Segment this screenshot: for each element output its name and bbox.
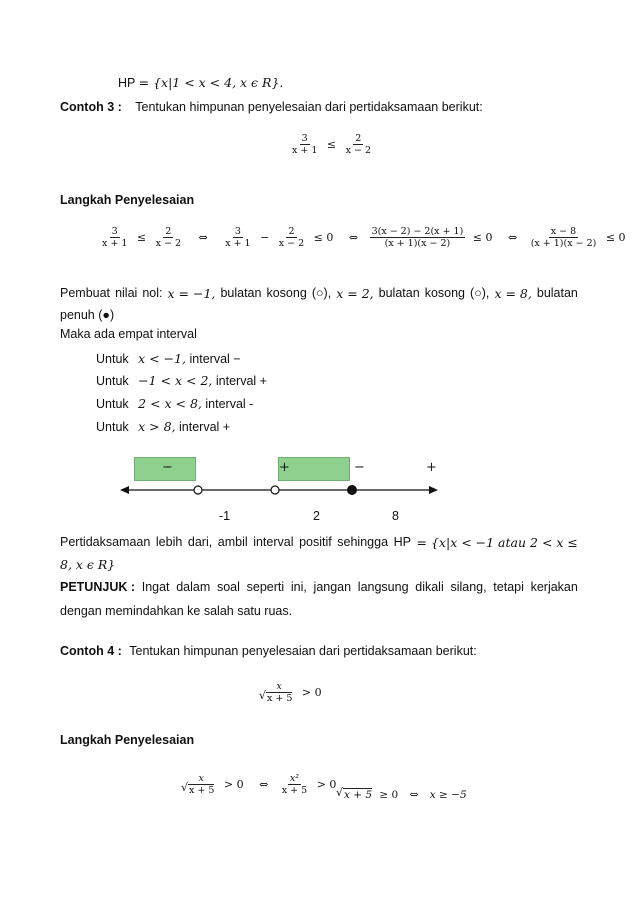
petunjuk-label: PETUNJUK : bbox=[60, 580, 136, 594]
interval-2 bbox=[96, 373, 267, 388]
word: kosong bbox=[266, 286, 307, 300]
fraction: x √ x + 5 bbox=[264, 681, 294, 704]
gt-zero: > 0 bbox=[316, 778, 337, 791]
word: seperti bbox=[246, 580, 285, 594]
interval-lead: Untuk bbox=[96, 397, 129, 411]
iff-arrow: ⇔ bbox=[409, 789, 419, 801]
open-point-minus1 bbox=[194, 486, 202, 494]
conclusion-line1 bbox=[60, 535, 578, 550]
sqrt-condition bbox=[343, 789, 467, 801]
word: interval bbox=[253, 535, 294, 549]
word: sehingga bbox=[337, 535, 389, 549]
contoh3-inequality bbox=[290, 133, 373, 156]
fraction: $\frac{2}{x - 2}$ bbox=[155, 226, 181, 249]
fraction: $\frac{3(x - 2) - 2(x + 1)}{(x + 1)(x - 2)}$ bbox=[371, 226, 464, 249]
word: silang, bbox=[450, 580, 487, 594]
interval-condition: −1 < x < 2, bbox=[138, 373, 213, 388]
word: jangan bbox=[313, 580, 352, 594]
word: Pembuat bbox=[60, 286, 111, 300]
word: bulatan bbox=[378, 286, 420, 300]
interval-sign: interval − bbox=[189, 352, 241, 366]
iff-arrow: ⇔ bbox=[348, 231, 359, 244]
iff-arrow: ⇔ bbox=[507, 231, 518, 244]
result-condition: x ≥ −5 bbox=[429, 789, 467, 801]
conclusion-line2: 8, x ϵ R} bbox=[60, 557, 116, 572]
hp-line bbox=[118, 75, 283, 90]
sign-1: − bbox=[162, 460, 173, 475]
word: positif bbox=[299, 535, 332, 549]
contoh3-heading bbox=[60, 100, 483, 114]
le-zero: ≤ 0 bbox=[472, 231, 493, 244]
fraction: $\frac{2}{x - 2}$ bbox=[345, 133, 371, 156]
hp-expression: = {x|1 < x < 4, x ϵ R}. bbox=[138, 75, 284, 90]
interval-condition: x > 8, bbox=[138, 419, 176, 434]
interval-3 bbox=[96, 396, 253, 411]
petunjuk-line1 bbox=[60, 580, 578, 594]
word: langsung bbox=[357, 580, 409, 594]
arrow-right-icon bbox=[429, 486, 438, 494]
word: dikali bbox=[415, 580, 444, 594]
fraction: $\frac{3}{x + 1}$ bbox=[292, 133, 318, 156]
word: ini, bbox=[290, 580, 307, 594]
pembuat-line1 bbox=[60, 286, 578, 301]
interval-lead: Untuk bbox=[96, 352, 129, 366]
contoh4-label: Contoh 4 : bbox=[60, 644, 122, 658]
fraction: x √ x + 5 bbox=[186, 773, 216, 796]
pembuat-line2: penuh (●) bbox=[60, 308, 115, 322]
le-sign: ≤ bbox=[326, 138, 337, 151]
interval-sign: interval + bbox=[179, 420, 231, 434]
interval-1 bbox=[96, 351, 241, 366]
arrow-left-icon bbox=[120, 486, 129, 494]
minus-sign: − bbox=[260, 231, 270, 244]
interval-sign: interval - bbox=[205, 397, 254, 411]
sign-2: + bbox=[279, 460, 290, 475]
interval-condition: 2 < x < 8, bbox=[138, 396, 202, 411]
contoh4-text: Tentukan himpunan penyelesaian dari pertidaksamaan berikut: bbox=[129, 644, 477, 658]
langkah-heading-2: Langkah Penyelesaian bbox=[60, 733, 195, 747]
word: kosong bbox=[424, 286, 466, 300]
closed-point-8 bbox=[348, 486, 357, 495]
interval-4 bbox=[96, 419, 230, 434]
word: x = 8, bbox=[494, 286, 532, 301]
number-line bbox=[118, 480, 440, 500]
maka-text: Maka ada empat interval bbox=[60, 327, 197, 341]
word: kerjakan bbox=[530, 580, 578, 594]
word: bulatan bbox=[536, 286, 578, 300]
petunjuk-line2: dengan memindahkan ke salah satu ruas. bbox=[60, 604, 293, 618]
fraction: $\frac{3}{x + 1}$ bbox=[102, 226, 128, 249]
word: (○), bbox=[311, 286, 332, 300]
fraction: $\frac{2}{x - 2}$ bbox=[278, 226, 305, 249]
le-zero: ≤ 0 bbox=[605, 231, 626, 244]
iff-arrow: ⇔ bbox=[198, 231, 208, 244]
word: dari, bbox=[187, 535, 213, 549]
word: lebih bbox=[155, 535, 183, 549]
fraction: $\frac{\text{x²}}{x + 5}$ bbox=[281, 773, 308, 796]
contoh3-text: Tentukan himpunan penyelesaian dari pertidaksamaan berikut: bbox=[135, 100, 483, 114]
word: tetapi bbox=[493, 580, 524, 594]
word: nilai bbox=[115, 286, 138, 300]
tick-label-8: 8 bbox=[392, 509, 399, 523]
word: x = −1, bbox=[167, 286, 216, 301]
word: Pertidaksamaan bbox=[60, 535, 151, 549]
word: soal bbox=[216, 580, 240, 594]
le-sign: ≤ bbox=[136, 231, 147, 244]
hp-label: HP bbox=[118, 76, 136, 90]
sqrt-radicand: √ x + 5 bbox=[343, 788, 372, 801]
interval-lead: Untuk bbox=[96, 374, 129, 388]
interval-sign: interval + bbox=[215, 374, 267, 388]
contoh4-inequality bbox=[264, 681, 326, 704]
contoh3-steps bbox=[100, 226, 630, 249]
gt-zero: > 0 bbox=[301, 686, 322, 699]
contoh3-label: Contoh 3 : bbox=[60, 100, 122, 114]
ge-zero: ≥ 0 bbox=[379, 789, 399, 801]
word: (○), bbox=[470, 286, 490, 300]
open-point-2 bbox=[271, 486, 279, 494]
gt-zero: > 0 bbox=[223, 778, 244, 791]
word: x = 2, bbox=[336, 286, 374, 301]
le-zero: ≤ 0 bbox=[313, 231, 334, 244]
word: Ingat bbox=[141, 580, 170, 594]
word: bulatan bbox=[220, 286, 262, 300]
interval-condition: x < −1, bbox=[138, 351, 187, 366]
fraction: $\frac{3}{x + 1}$ bbox=[225, 226, 251, 249]
sign-3: − bbox=[354, 460, 365, 475]
tick-label-2: 2 bbox=[313, 509, 320, 523]
interval-lead: Untuk bbox=[96, 420, 129, 434]
word: dalam bbox=[176, 580, 211, 594]
langkah-heading-1: Langkah Penyelesaian bbox=[60, 193, 195, 207]
contoh4-steps bbox=[186, 773, 340, 796]
fraction: $\frac{x - 8}{(x + 1)(x - 2)}$ bbox=[530, 226, 597, 249]
sign-4: + bbox=[426, 460, 437, 475]
word: = {x|x < −1 atau 2 < x ≤ bbox=[416, 535, 578, 550]
iff-arrow: ⇔ bbox=[259, 778, 269, 791]
contoh4-heading bbox=[60, 644, 477, 658]
word: ambil bbox=[217, 535, 248, 549]
word: nol: bbox=[142, 286, 163, 300]
tick-label-minus1: -1 bbox=[219, 509, 231, 523]
word: HP bbox=[393, 535, 411, 549]
